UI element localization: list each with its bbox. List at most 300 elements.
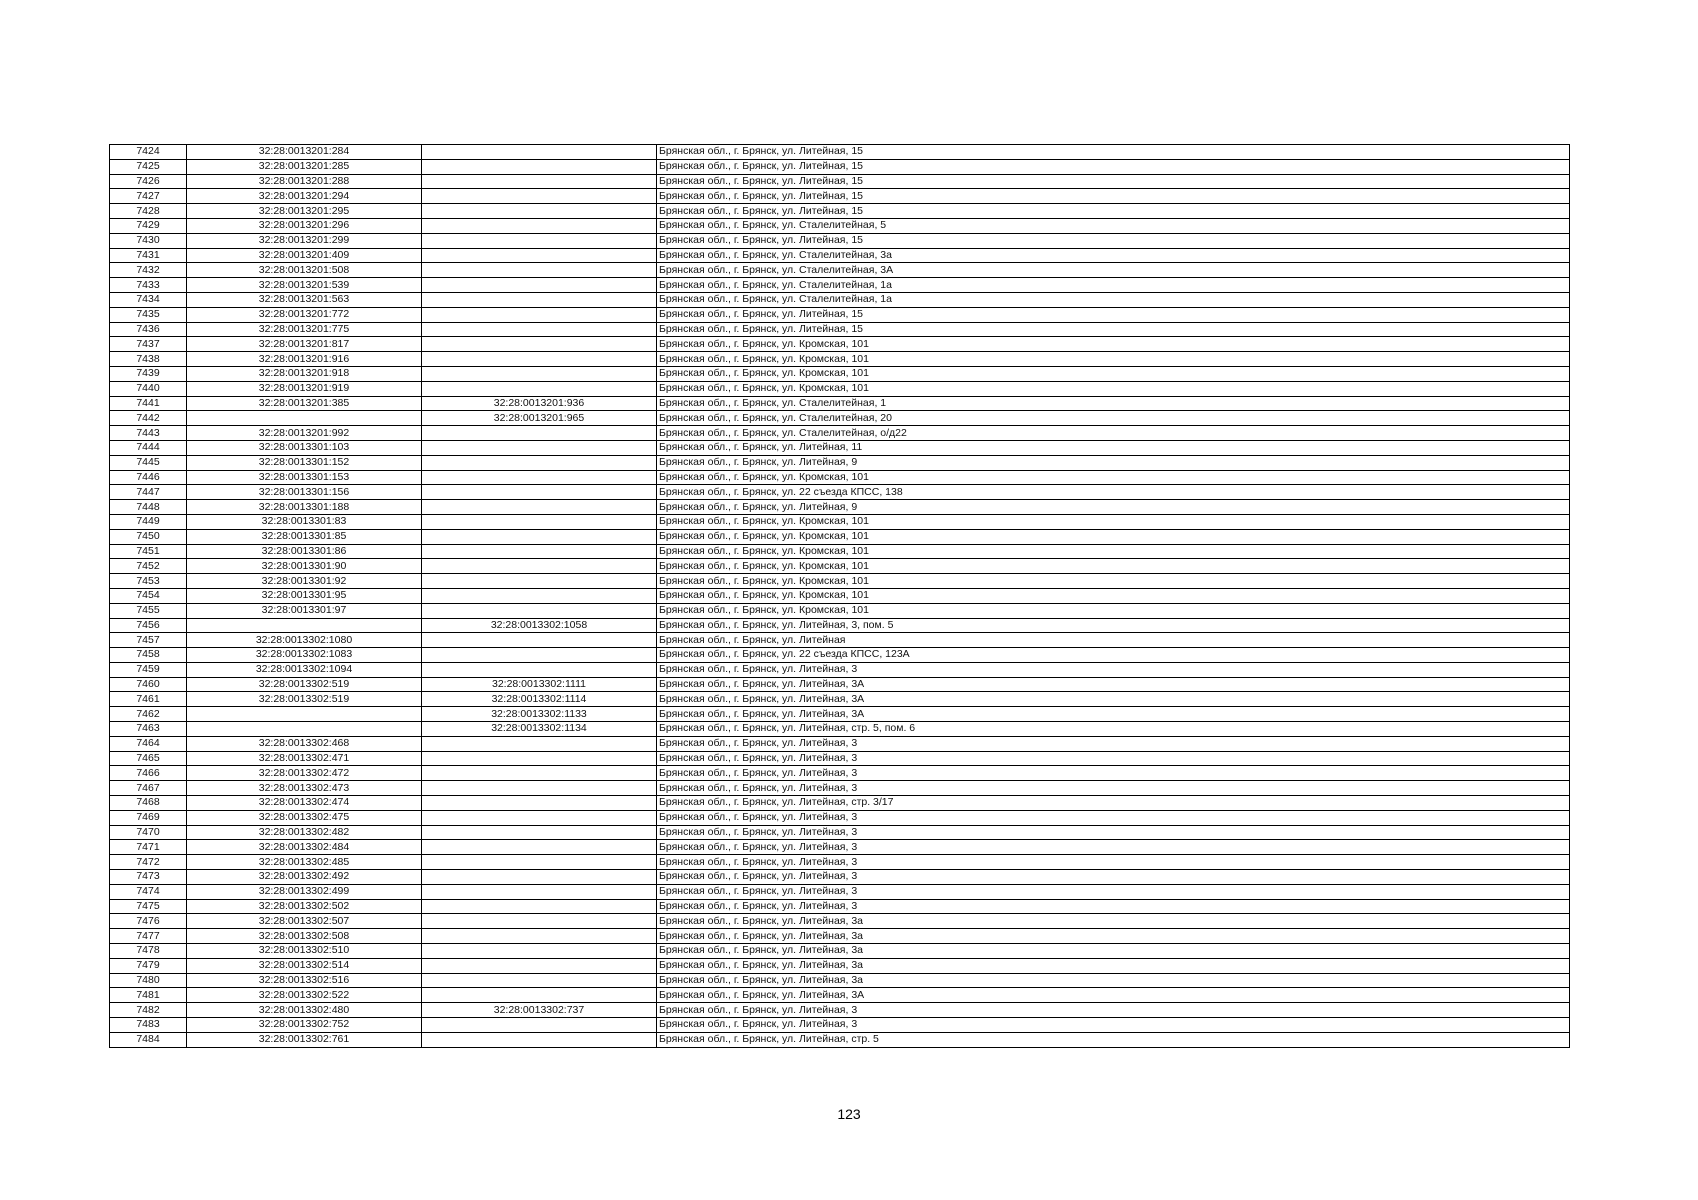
address-cell: Брянская обл., г. Брянск, ул. Кромская, 101 bbox=[657, 588, 1570, 603]
table-row bbox=[110, 337, 1570, 352]
address-cell: Брянская обл., г. Брянск, ул. Литейная, 3 bbox=[657, 810, 1570, 825]
row-number-cell: 7441 bbox=[110, 396, 187, 411]
cadastral-number-cell: 32:28:0013201:288 bbox=[187, 174, 422, 189]
cadastral-number-2-cell bbox=[422, 233, 657, 248]
table-row bbox=[110, 145, 1570, 160]
cadastral-number-2-cell bbox=[422, 914, 657, 929]
cadastral-number-cell: 32:28:0013302:510 bbox=[187, 944, 422, 959]
cadastral-number-cell: 32:28:0013201:817 bbox=[187, 337, 422, 352]
cadastral-number-cell: 32:28:0013302:752 bbox=[187, 1018, 422, 1033]
cadastral-number-2-cell: 32:28:0013302:1133 bbox=[422, 707, 657, 722]
address-cell: Брянская обл., г. Брянск, ул. Литейная, стр. 5, пом. 6 bbox=[657, 722, 1570, 737]
table-row bbox=[110, 485, 1570, 500]
table-row bbox=[110, 396, 1570, 411]
address-cell: Брянская обл., г. Брянск, ул. Литейная, 3 bbox=[657, 751, 1570, 766]
row-number-cell: 7482 bbox=[110, 1003, 187, 1018]
table-row bbox=[110, 736, 1570, 751]
row-number-cell: 7460 bbox=[110, 677, 187, 692]
row-number-cell: 7450 bbox=[110, 529, 187, 544]
cadastral-number-2-cell bbox=[422, 174, 657, 189]
address-cell: Брянская обл., г. Брянск, ул. Сталелитейная, 3А bbox=[657, 263, 1570, 278]
row-number-cell: 7476 bbox=[110, 914, 187, 929]
table-row bbox=[110, 544, 1570, 559]
cadastral-number-cell: 32:28:0013302:475 bbox=[187, 810, 422, 825]
row-number-cell: 7439 bbox=[110, 366, 187, 381]
cadastral-number-2-cell bbox=[422, 736, 657, 751]
address-cell: Брянская обл., г. Брянск, ул. Сталелитейная, 1а bbox=[657, 278, 1570, 293]
address-cell: Брянская обл., г. Брянск, ул. Кромская, 101 bbox=[657, 603, 1570, 618]
cadastral-number-cell: 32:28:0013302:1080 bbox=[187, 633, 422, 648]
cadastral-number-2-cell bbox=[422, 366, 657, 381]
row-number-cell: 7470 bbox=[110, 825, 187, 840]
cadastral-number-2-cell bbox=[422, 470, 657, 485]
address-cell: Брянская обл., г. Брянск, ул. Литейная, 3А bbox=[657, 692, 1570, 707]
cadastral-number-2-cell bbox=[422, 485, 657, 500]
address-cell: Брянская обл., г. Брянск, ул. Литейная, 3 bbox=[657, 855, 1570, 870]
table-row bbox=[110, 1018, 1570, 1033]
table-row bbox=[110, 633, 1570, 648]
cadastral-number-2-cell: 32:28:0013302:1114 bbox=[422, 692, 657, 707]
cadastral-number-2-cell: 32:28:0013302:737 bbox=[422, 1003, 657, 1018]
cadastral-number-cell: 32:28:0013302:485 bbox=[187, 855, 422, 870]
cadastral-number-cell: 32:28:0013302:502 bbox=[187, 899, 422, 914]
cadastral-number-cell: 32:28:0013301:90 bbox=[187, 559, 422, 574]
address-cell: Брянская обл., г. Брянск, ул. 22 съезда КПСС, 138 bbox=[657, 485, 1570, 500]
cadastral-number-cell: 32:28:0013302:1083 bbox=[187, 648, 422, 663]
cadastral-number-cell: 32:28:0013201:385 bbox=[187, 396, 422, 411]
row-number-cell: 7433 bbox=[110, 278, 187, 293]
address-cell: Брянская обл., г. Брянск, ул. Литейная, 15 bbox=[657, 233, 1570, 248]
cadastral-number-2-cell bbox=[422, 588, 657, 603]
cadastral-number-2-cell bbox=[422, 544, 657, 559]
cadastral-number-cell: 32:28:0013302:508 bbox=[187, 929, 422, 944]
cadastral-number-cell: 32:28:0013302:482 bbox=[187, 825, 422, 840]
table-row bbox=[110, 440, 1570, 455]
cadastral-number-cell: 32:28:0013302:480 bbox=[187, 1003, 422, 1018]
address-cell: Брянская обл., г. Брянск, ул. Литейная, стр. 5 bbox=[657, 1032, 1570, 1047]
cadastral-number-2-cell bbox=[422, 514, 657, 529]
table-row bbox=[110, 958, 1570, 973]
table-row bbox=[110, 174, 1570, 189]
address-cell: Брянская обл., г. Брянск, ул. Литейная, 15 bbox=[657, 322, 1570, 337]
table-row bbox=[110, 529, 1570, 544]
cadastral-number-2-cell bbox=[422, 263, 657, 278]
address-cell: Брянская обл., г. Брянск, ул. Литейная, стр. 3/17 bbox=[657, 796, 1570, 811]
address-cell: Брянская обл., г. Брянск, ул. Литейная, 3 bbox=[657, 884, 1570, 899]
cadastral-number-2-cell bbox=[422, 189, 657, 204]
cadastral-number-2-cell: 32:28:0013302:1134 bbox=[422, 722, 657, 737]
cadastral-number-cell: 32:28:0013201:508 bbox=[187, 263, 422, 278]
address-cell: Брянская обл., г. Брянск, ул. Кромская, 101 bbox=[657, 559, 1570, 574]
address-cell: Брянская обл., г. Брянск, ул. Литейная, 15 bbox=[657, 204, 1570, 219]
row-number-cell: 7479 bbox=[110, 958, 187, 973]
address-cell: Брянская обл., г. Брянск, ул. Литейная bbox=[657, 633, 1570, 648]
row-number-cell: 7484 bbox=[110, 1032, 187, 1047]
cadastral-number-cell: 32:28:0013301:152 bbox=[187, 455, 422, 470]
address-cell: Брянская обл., г. Брянск, ул. Кромская, 101 bbox=[657, 574, 1570, 589]
table-row bbox=[110, 884, 1570, 899]
table-row bbox=[110, 381, 1570, 396]
cadastral-number-cell: 32:28:0013301:85 bbox=[187, 529, 422, 544]
cadastral-number-2-cell bbox=[422, 455, 657, 470]
table-row bbox=[110, 662, 1570, 677]
cadastral-number-2-cell bbox=[422, 559, 657, 574]
cadastral-number-cell: 32:28:0013201:772 bbox=[187, 307, 422, 322]
address-cell: Брянская обл., г. Брянск, ул. Сталелитейная, 20 bbox=[657, 411, 1570, 426]
table-row bbox=[110, 781, 1570, 796]
address-cell: Брянская обл., г. Брянск, ул. Литейная, 15 bbox=[657, 145, 1570, 160]
row-number-cell: 7440 bbox=[110, 381, 187, 396]
cadastral-number-cell: 32:28:0013302:1094 bbox=[187, 662, 422, 677]
row-number-cell: 7472 bbox=[110, 855, 187, 870]
table-row bbox=[110, 292, 1570, 307]
address-cell: Брянская обл., г. Брянск, ул. Кромская, 101 bbox=[657, 381, 1570, 396]
row-number-cell: 7454 bbox=[110, 588, 187, 603]
address-cell: Брянская обл., г. Брянск, ул. Литейная, 3а bbox=[657, 929, 1570, 944]
row-number-cell: 7469 bbox=[110, 810, 187, 825]
address-cell: Брянская обл., г. Брянск, ул. Кромская, 101 bbox=[657, 352, 1570, 367]
cadastral-number-cell: 32:28:0013302:516 bbox=[187, 973, 422, 988]
address-cell: Брянская обл., г. Брянск, ул. Кромская, 101 bbox=[657, 544, 1570, 559]
cadastral-number-2-cell bbox=[422, 899, 657, 914]
cadastral-number-cell: 32:28:0013301:95 bbox=[187, 588, 422, 603]
address-cell: Брянская обл., г. Брянск, ул. Литейная, 3а bbox=[657, 973, 1570, 988]
table-row bbox=[110, 352, 1570, 367]
cadastral-number-2-cell bbox=[422, 159, 657, 174]
table-row bbox=[110, 722, 1570, 737]
address-cell: Брянская обл., г. Брянск, ул. Литейная, 3 bbox=[657, 781, 1570, 796]
cadastral-number-cell: 32:28:0013301:83 bbox=[187, 514, 422, 529]
address-cell: Брянская обл., г. Брянск, ул. Кромская, 101 bbox=[657, 337, 1570, 352]
address-cell: Брянская обл., г. Брянск, ул. Кромская, 101 bbox=[657, 529, 1570, 544]
address-cell: Брянская обл., г. Брянск, ул. Литейная, 3А bbox=[657, 707, 1570, 722]
row-number-cell: 7425 bbox=[110, 159, 187, 174]
cadastral-number-cell: 32:28:0013302:472 bbox=[187, 766, 422, 781]
cadastral-number-2-cell: 32:28:0013302:1058 bbox=[422, 618, 657, 633]
row-number-cell: 7448 bbox=[110, 500, 187, 515]
address-cell: Брянская обл., г. Брянск, ул. Литейная, 3 bbox=[657, 840, 1570, 855]
cadastral-number-2-cell bbox=[422, 1032, 657, 1047]
table-row bbox=[110, 159, 1570, 174]
cadastral-number-2-cell bbox=[422, 796, 657, 811]
cadastral-number-cell bbox=[187, 618, 422, 633]
address-cell: Брянская обл., г. Брянск, ул. Литейная, 3 bbox=[657, 662, 1570, 677]
cadastral-number-2-cell bbox=[422, 352, 657, 367]
row-number-cell: 7447 bbox=[110, 485, 187, 500]
cadastral-number-2-cell bbox=[422, 574, 657, 589]
cadastral-number-cell: 32:28:0013301:103 bbox=[187, 440, 422, 455]
table-row bbox=[110, 707, 1570, 722]
address-cell: Брянская обл., г. Брянск, ул. Литейная, 3 bbox=[657, 870, 1570, 885]
cadastral-number-2-cell bbox=[422, 648, 657, 663]
cadastral-number-cell: 32:28:0013302:484 bbox=[187, 840, 422, 855]
cadastral-number-2-cell bbox=[422, 781, 657, 796]
cadastral-number-cell: 32:28:0013301:188 bbox=[187, 500, 422, 515]
cadastral-number-cell: 32:28:0013302:474 bbox=[187, 796, 422, 811]
cadastral-number-2-cell bbox=[422, 322, 657, 337]
row-number-cell: 7459 bbox=[110, 662, 187, 677]
address-cell: Брянская обл., г. Брянск, ул. Литейная, 3 bbox=[657, 736, 1570, 751]
address-cell: Брянская обл., г. Брянск, ул. Кромская, 101 bbox=[657, 514, 1570, 529]
address-cell: Брянская обл., г. Брянск, ул. Сталелитейная, 1 bbox=[657, 396, 1570, 411]
row-number-cell: 7446 bbox=[110, 470, 187, 485]
cadastral-number-cell: 32:28:0013201:285 bbox=[187, 159, 422, 174]
cadastral-number-2-cell bbox=[422, 944, 657, 959]
cadastral-number-2-cell bbox=[422, 633, 657, 648]
table-row bbox=[110, 455, 1570, 470]
row-number-cell: 7464 bbox=[110, 736, 187, 751]
row-number-cell: 7432 bbox=[110, 263, 187, 278]
cadastral-number-2-cell: 32:28:0013201:965 bbox=[422, 411, 657, 426]
row-number-cell: 7478 bbox=[110, 944, 187, 959]
table-row bbox=[110, 618, 1570, 633]
table-row bbox=[110, 233, 1570, 248]
row-number-cell: 7443 bbox=[110, 426, 187, 441]
row-number-cell: 7463 bbox=[110, 722, 187, 737]
cadastral-number-2-cell bbox=[422, 988, 657, 1003]
row-number-cell: 7458 bbox=[110, 648, 187, 663]
cadastral-number-cell: 32:28:0013302:507 bbox=[187, 914, 422, 929]
cadastral-number-cell bbox=[187, 411, 422, 426]
cadastral-number-cell bbox=[187, 722, 422, 737]
cadastral-number-cell: 32:28:0013302:519 bbox=[187, 677, 422, 692]
row-number-cell: 7431 bbox=[110, 248, 187, 263]
row-number-cell: 7456 bbox=[110, 618, 187, 633]
table-row bbox=[110, 514, 1570, 529]
row-number-cell: 7480 bbox=[110, 973, 187, 988]
row-number-cell: 7457 bbox=[110, 633, 187, 648]
table-row bbox=[110, 204, 1570, 219]
table-row bbox=[110, 470, 1570, 485]
table-row bbox=[110, 189, 1570, 204]
row-number-cell: 7467 bbox=[110, 781, 187, 796]
row-number-cell: 7481 bbox=[110, 988, 187, 1003]
address-cell: Брянская обл., г. Брянск, ул. Литейная, 9 bbox=[657, 500, 1570, 515]
cadastral-number-2-cell bbox=[422, 929, 657, 944]
cadastral-number-2-cell bbox=[422, 381, 657, 396]
row-number-cell: 7424 bbox=[110, 145, 187, 160]
cadastral-number-cell: 32:28:0013302:514 bbox=[187, 958, 422, 973]
row-number-cell: 7461 bbox=[110, 692, 187, 707]
row-number-cell: 7452 bbox=[110, 559, 187, 574]
row-number-cell: 7442 bbox=[110, 411, 187, 426]
cadastral-number-2-cell bbox=[422, 958, 657, 973]
cadastral-number-cell: 32:28:0013302:471 bbox=[187, 751, 422, 766]
cadastral-number-cell: 32:28:0013201:775 bbox=[187, 322, 422, 337]
address-cell: Брянская обл., г. Брянск, ул. Литейная, 3а bbox=[657, 958, 1570, 973]
address-cell: Брянская обл., г. Брянск, ул. Литейная, 3, пом. 5 bbox=[657, 618, 1570, 633]
row-number-cell: 7426 bbox=[110, 174, 187, 189]
cadastral-number-2-cell bbox=[422, 810, 657, 825]
address-cell: Брянская обл., г. Брянск, ул. Литейная, 3а bbox=[657, 914, 1570, 929]
address-cell: Брянская обл., г. Брянск, ул. Кромская, 101 bbox=[657, 470, 1570, 485]
cadastral-number-2-cell bbox=[422, 884, 657, 899]
cadastral-number-cell: 32:28:0013302:519 bbox=[187, 692, 422, 707]
table-row bbox=[110, 870, 1570, 885]
address-cell: Брянская обл., г. Брянск, ул. 22 съезда КПСС, 123А bbox=[657, 648, 1570, 663]
row-number-cell: 7438 bbox=[110, 352, 187, 367]
table-row bbox=[110, 322, 1570, 337]
cadastral-number-cell: 32:28:0013201:918 bbox=[187, 366, 422, 381]
row-number-cell: 7437 bbox=[110, 337, 187, 352]
cadastral-number-cell: 32:28:0013302:468 bbox=[187, 736, 422, 751]
cadastral-number-cell: 32:28:0013301:92 bbox=[187, 574, 422, 589]
table-row bbox=[110, 929, 1570, 944]
table-row bbox=[110, 840, 1570, 855]
cadastral-number-cell: 32:28:0013302:492 bbox=[187, 870, 422, 885]
row-number-cell: 7436 bbox=[110, 322, 187, 337]
row-number-cell: 7453 bbox=[110, 574, 187, 589]
table-row bbox=[110, 796, 1570, 811]
register-table-body bbox=[110, 145, 1570, 1048]
address-cell: Брянская обл., г. Брянск, ул. Сталелитейная, о/д22 bbox=[657, 426, 1570, 441]
cadastral-number-2-cell bbox=[422, 307, 657, 322]
table-row bbox=[110, 751, 1570, 766]
address-cell: Брянская обл., г. Брянск, ул. Кромская, 101 bbox=[657, 366, 1570, 381]
row-number-cell: 7468 bbox=[110, 796, 187, 811]
table-row bbox=[110, 307, 1570, 322]
address-cell: Брянская обл., г. Брянск, ул. Литейная, 3а bbox=[657, 944, 1570, 959]
cadastral-number-cell: 32:28:0013201:296 bbox=[187, 218, 422, 233]
cadastral-number-2-cell bbox=[422, 603, 657, 618]
address-cell: Брянская обл., г. Брянск, ул. Литейная, 15 bbox=[657, 189, 1570, 204]
cadastral-number-2-cell bbox=[422, 337, 657, 352]
address-cell: Брянская обл., г. Брянск, ул. Литейная, 15 bbox=[657, 307, 1570, 322]
cadastral-number-2-cell bbox=[422, 292, 657, 307]
address-cell: Брянская обл., г. Брянск, ул. Литейная, 3 bbox=[657, 825, 1570, 840]
address-cell: Брянская обл., г. Брянск, ул. Литейная, 3А bbox=[657, 677, 1570, 692]
table-row bbox=[110, 973, 1570, 988]
row-number-cell: 7427 bbox=[110, 189, 187, 204]
cadastral-number-2-cell bbox=[422, 662, 657, 677]
cadastral-number-cell: 32:28:0013201:563 bbox=[187, 292, 422, 307]
address-cell: Брянская обл., г. Брянск, ул. Литейная, 11 bbox=[657, 440, 1570, 455]
table-row bbox=[110, 574, 1570, 589]
address-cell: Брянская обл., г. Брянск, ул. Литейная, 9 bbox=[657, 455, 1570, 470]
table-row bbox=[110, 766, 1570, 781]
table-row bbox=[110, 988, 1570, 1003]
table-row bbox=[110, 914, 1570, 929]
row-number-cell: 7455 bbox=[110, 603, 187, 618]
table-row bbox=[110, 411, 1570, 426]
cadastral-number-2-cell bbox=[422, 855, 657, 870]
address-cell: Брянская обл., г. Брянск, ул. Сталелитейная, 3а bbox=[657, 248, 1570, 263]
cadastral-number-cell: 32:28:0013201:916 bbox=[187, 352, 422, 367]
row-number-cell: 7451 bbox=[110, 544, 187, 559]
cadastral-number-cell: 32:28:0013201:409 bbox=[187, 248, 422, 263]
row-number-cell: 7475 bbox=[110, 899, 187, 914]
row-number-cell: 7473 bbox=[110, 870, 187, 885]
row-number-cell: 7430 bbox=[110, 233, 187, 248]
row-number-cell: 7471 bbox=[110, 840, 187, 855]
cadastral-number-2-cell bbox=[422, 145, 657, 160]
table-row bbox=[110, 810, 1570, 825]
cadastral-number-cell bbox=[187, 707, 422, 722]
address-cell: Брянская обл., г. Брянск, ул. Литейная, 3 bbox=[657, 1003, 1570, 1018]
cadastral-number-cell: 32:28:0013201:299 bbox=[187, 233, 422, 248]
cadastral-number-2-cell bbox=[422, 751, 657, 766]
cadastral-number-cell: 32:28:0013201:992 bbox=[187, 426, 422, 441]
cadastral-number-cell: 32:28:0013301:97 bbox=[187, 603, 422, 618]
table-row bbox=[110, 825, 1570, 840]
cadastral-number-2-cell: 32:28:0013201:936 bbox=[422, 396, 657, 411]
cadastral-number-2-cell bbox=[422, 204, 657, 219]
cadastral-number-cell: 32:28:0013201:294 bbox=[187, 189, 422, 204]
cadastral-number-2-cell bbox=[422, 426, 657, 441]
row-number-cell: 7449 bbox=[110, 514, 187, 529]
table-row bbox=[110, 677, 1570, 692]
cadastral-number-cell: 32:28:0013301:86 bbox=[187, 544, 422, 559]
address-cell: Брянская обл., г. Брянск, ул. Сталелитейная, 5 bbox=[657, 218, 1570, 233]
cadastral-number-cell: 32:28:0013302:499 bbox=[187, 884, 422, 899]
row-number-cell: 7462 bbox=[110, 707, 187, 722]
table-row bbox=[110, 218, 1570, 233]
cadastral-number-2-cell bbox=[422, 973, 657, 988]
cadastral-number-2-cell bbox=[422, 840, 657, 855]
row-number-cell: 7465 bbox=[110, 751, 187, 766]
table-row bbox=[110, 855, 1570, 870]
cadastral-number-2-cell bbox=[422, 440, 657, 455]
table-row bbox=[110, 588, 1570, 603]
table-row bbox=[110, 692, 1570, 707]
address-cell: Брянская обл., г. Брянск, ул. Литейная, 3 bbox=[657, 1018, 1570, 1033]
table-row bbox=[110, 263, 1570, 278]
cadastral-number-cell: 32:28:0013201:919 bbox=[187, 381, 422, 396]
cadastral-number-2-cell bbox=[422, 248, 657, 263]
cadastral-number-2-cell bbox=[422, 500, 657, 515]
table-row bbox=[110, 1032, 1570, 1047]
table-row bbox=[110, 899, 1570, 914]
address-cell: Брянская обл., г. Брянск, ул. Литейная, 3А bbox=[657, 988, 1570, 1003]
table-row bbox=[110, 944, 1570, 959]
address-cell: Брянская обл., г. Брянск, ул. Литейная, 3 bbox=[657, 766, 1570, 781]
row-number-cell: 7445 bbox=[110, 455, 187, 470]
cadastral-number-cell: 32:28:0013301:153 bbox=[187, 470, 422, 485]
cadastral-number-cell: 32:28:0013301:156 bbox=[187, 485, 422, 500]
address-cell: Брянская обл., г. Брянск, ул. Литейная, 15 bbox=[657, 159, 1570, 174]
table-row bbox=[110, 248, 1570, 263]
row-number-cell: 7434 bbox=[110, 292, 187, 307]
table-row bbox=[110, 1003, 1570, 1018]
cadastral-number-cell: 32:28:0013201:295 bbox=[187, 204, 422, 219]
row-number-cell: 7483 bbox=[110, 1018, 187, 1033]
row-number-cell: 7444 bbox=[110, 440, 187, 455]
table-row bbox=[110, 278, 1570, 293]
row-number-cell: 7428 bbox=[110, 204, 187, 219]
table-row bbox=[110, 648, 1570, 663]
table-row bbox=[110, 603, 1570, 618]
cadastral-number-2-cell bbox=[422, 1018, 657, 1033]
table-row bbox=[110, 426, 1570, 441]
row-number-cell: 7435 bbox=[110, 307, 187, 322]
row-number-cell: 7466 bbox=[110, 766, 187, 781]
cadastral-number-cell: 32:28:0013302:473 bbox=[187, 781, 422, 796]
cadastral-number-cell: 32:28:0013201:539 bbox=[187, 278, 422, 293]
cadastral-number-2-cell bbox=[422, 218, 657, 233]
cadastral-number-2-cell bbox=[422, 529, 657, 544]
cadastral-number-cell: 32:28:0013201:284 bbox=[187, 145, 422, 160]
table-row bbox=[110, 500, 1570, 515]
cadastral-number-2-cell bbox=[422, 278, 657, 293]
register-table bbox=[109, 144, 1570, 1048]
page-number: 123 bbox=[837, 1106, 861, 1122]
row-number-cell: 7429 bbox=[110, 218, 187, 233]
cadastral-number-cell: 32:28:0013302:761 bbox=[187, 1032, 422, 1047]
address-cell: Брянская обл., г. Брянск, ул. Литейная, 15 bbox=[657, 174, 1570, 189]
table-row bbox=[110, 559, 1570, 574]
cadastral-number-2-cell: 32:28:0013302:1111 bbox=[422, 677, 657, 692]
address-cell: Брянская обл., г. Брянск, ул. Сталелитейная, 1а bbox=[657, 292, 1570, 307]
